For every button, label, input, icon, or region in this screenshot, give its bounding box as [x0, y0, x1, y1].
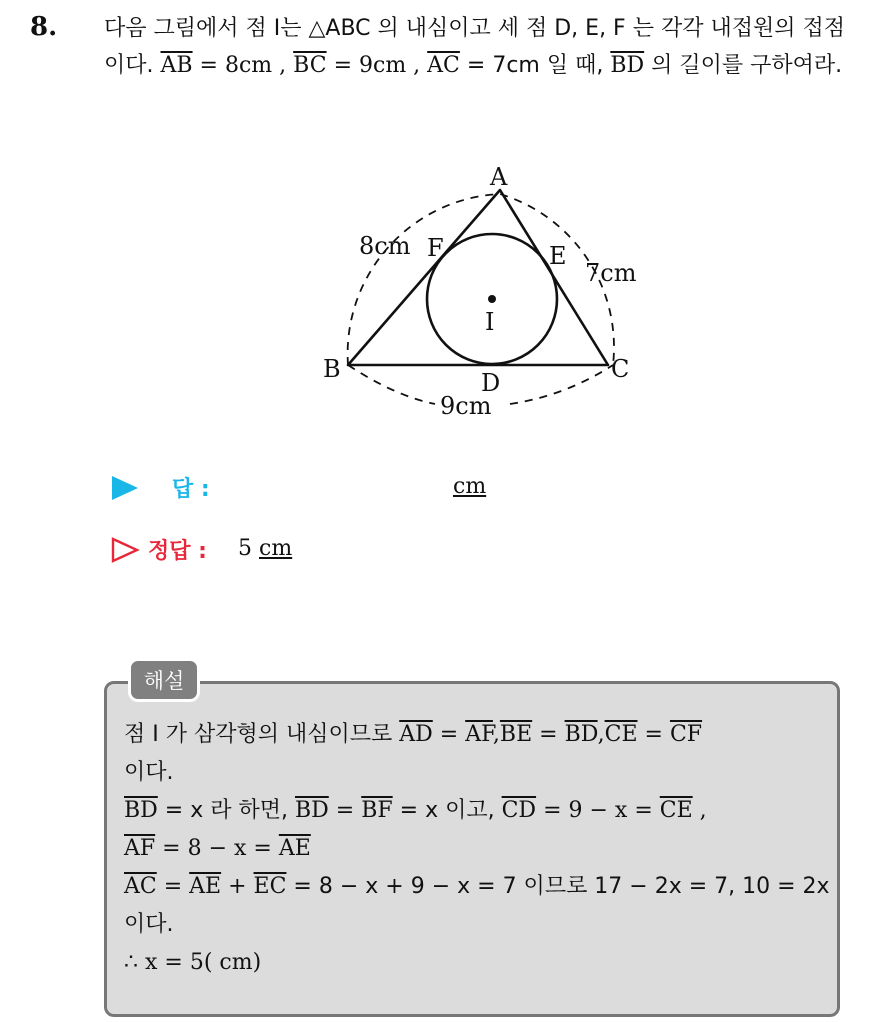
- filled-triangle-icon: [110, 474, 140, 502]
- label-d: D: [481, 369, 501, 397]
- solution-text: [124, 716, 834, 982]
- incenter-point: [488, 295, 496, 303]
- solution-line-2: 이다.: [124, 760, 174, 785]
- solution-line-4: $\overline{AF} = 8 - x = \overline{AE}$: [124, 836, 311, 861]
- label-e: E: [549, 242, 567, 270]
- answer-unit: cm: [453, 474, 487, 499]
- correct-answer-label: 정답 :: [148, 539, 207, 564]
- label-i: I: [485, 308, 495, 336]
- solution-line-7: ∴ x = 5( cm): [124, 950, 262, 975]
- segment-ab: $\overline{AB}$: [160, 53, 193, 78]
- bc-value: = 9cm ,: [326, 53, 428, 78]
- outline-triangle-icon: [110, 536, 140, 564]
- ac-value: = 7cm 일 때,: [459, 53, 611, 78]
- label-c: C: [611, 355, 630, 383]
- solution-line-3: $\overline{BD} = x$ 라 하면, $\overline{BD} = \overline{BF} = x$ 이고, $\overline{CD} = 9 - x = \overline{CE}$ ,: [124, 798, 707, 823]
- answer-row: [108, 470, 608, 510]
- question-text: [104, 10, 864, 84]
- length-ab: 8cm: [359, 232, 411, 260]
- solution-line-1: 점 I 가 삼각형의 내심이므로 $\overline{AD} = \overline{AF},\overline{BE} = \overline{BD},\overline{CE} = \overline{CF}$: [124, 722, 703, 747]
- correct-answer-value: 5 cm: [238, 536, 293, 561]
- question-outro: 의 길이를 구하여라.: [644, 53, 843, 78]
- segment-ac: $\overline{AC}$: [427, 53, 460, 78]
- length-bc: 9cm: [440, 392, 492, 420]
- solution-line-5: $\overline{AC} = \overline{AE} + \overline{EC} = 8 - x + 9 - x = 7$ 이므로 17 − 2x = 7, 10 = 2x: [124, 874, 830, 899]
- solution-tag: 해설: [128, 658, 200, 702]
- correct-answer-row: [108, 532, 608, 572]
- label-b: B: [323, 355, 341, 383]
- solution-line-6: 이다.: [124, 912, 174, 937]
- ab-value: = 8cm ,: [192, 53, 294, 78]
- question-number: 8.: [30, 12, 58, 42]
- dashed-arc: [348, 194, 614, 365]
- label-f: F: [427, 234, 444, 262]
- triangle-incircle-figure: [315, 158, 655, 428]
- segment-bc: $\overline{BC}$: [293, 53, 327, 78]
- length-ac: 7cm: [585, 259, 637, 287]
- label-a: A: [490, 163, 508, 191]
- triangle-abc: [348, 190, 608, 365]
- answer-label: 답 :: [172, 477, 210, 502]
- segment-bd: $\overline{BD}$: [610, 53, 645, 78]
- question-intro: 다음 그림에서 점 I는 △ABC 의 내심이고 세 점 D, E, F 는 각각 내접원의 접점이다.: [104, 16, 845, 78]
